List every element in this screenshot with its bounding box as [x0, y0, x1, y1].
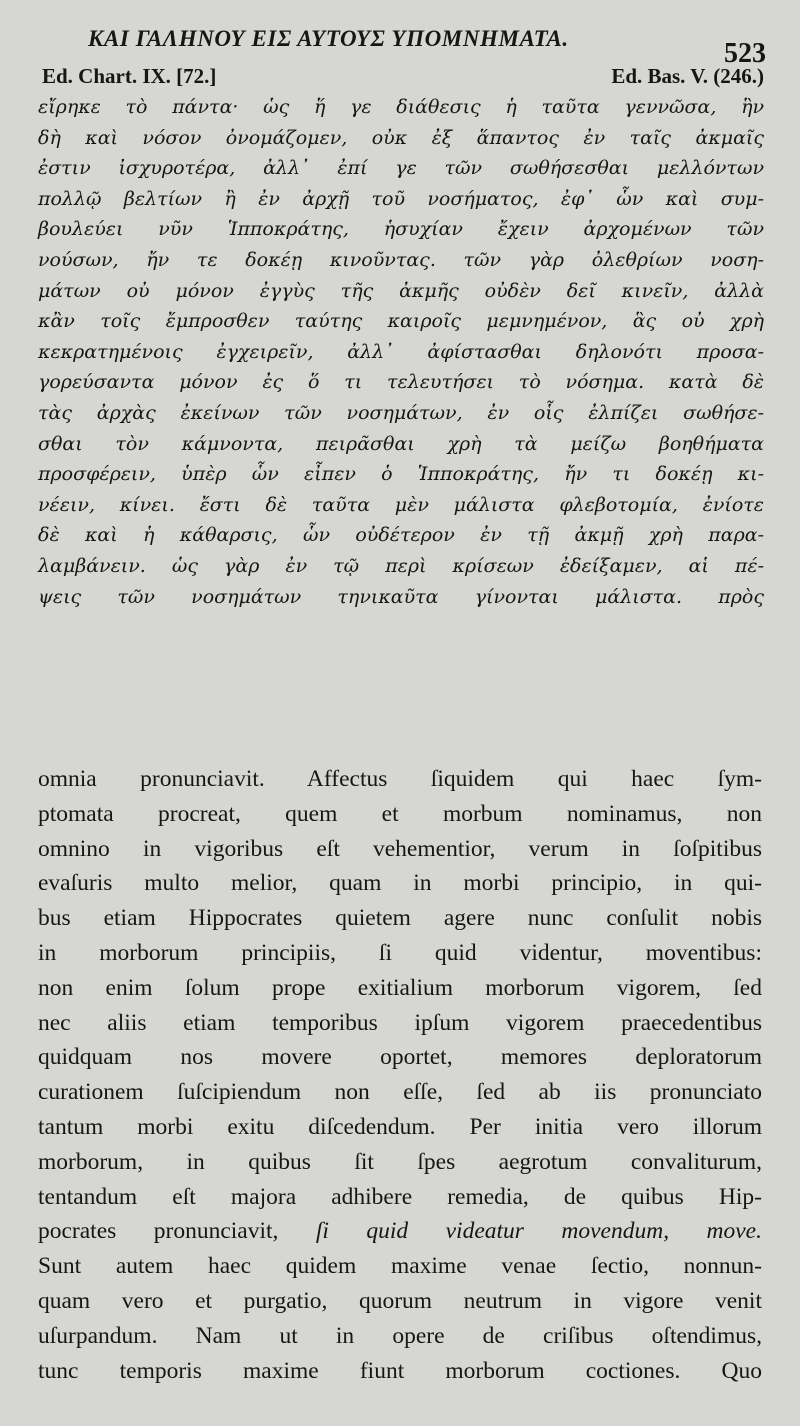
- latin-text-line: [38, 1354, 762, 1389]
- greek-text-line: κἂν τοῖς ἔμπροσθεν ταύτης καιροῖς μεμνημένον, ἃς οὐ χρὴ: [38, 310, 764, 333]
- latin-text-line: [38, 1249, 762, 1284]
- latin-line-text: tentandum eſt majora adhibere remedia, de quibus Hip-: [38, 1183, 762, 1210]
- latin-text-line: [38, 832, 762, 867]
- latin-text-line: [38, 1006, 762, 1041]
- latin-text-line: [38, 1319, 762, 1354]
- latin-line-text: quam vero et purgatio, quorum neutrum in vigore venit: [38, 1287, 762, 1314]
- latin-line-text: pocrates pronunciavit,: [38, 1218, 316, 1245]
- latin-line-text: nec aliis etiam temporibus ipſum vigorem praecedentibus: [38, 1009, 762, 1036]
- greek-text-line: ἐστιν ἰσχυροτέρα, ἀλλ᾽ ἐπί γε τῶν σωθήσεσθαι μελλόντων: [38, 157, 764, 180]
- greek-text-line: σθαι τὸν κάμνοντα, πειρᾶσθαι χρὴ τὰ μείζω βοηθήματα: [38, 432, 764, 455]
- latin-line-text: omnia pronunciavit. Affectus ſiquidem qui haec ſym-: [38, 766, 762, 792]
- greek-text-block: [38, 92, 764, 612]
- latin-line-text: morborum, in quibus ſit ſpes aegrotum convaliturum,: [38, 1148, 762, 1175]
- latin-text-line: [38, 1214, 762, 1249]
- greek-text-line: εἴρηκε τὸ πάντα· ὡς ἥ γε διάθεσις ἡ ταῦτα γεννῶσα, ἣν: [38, 96, 764, 118]
- latin-text-line: [38, 797, 762, 832]
- greek-text-line: δὲ καὶ ἡ κάθαρσις, ὧν οὐδέτερον ἐν τῇ ἀκμῇ χρὴ παρα-: [38, 524, 764, 547]
- greek-text-line: γορεύσαντα μόνον ἐς ὅ τι τελευτήσει τὸ νόσημα. κατὰ δὲ: [38, 371, 764, 394]
- greek-text-line: νούσων, ἤν τε δοκέῃ κινοῦντας. τῶν γὰρ ὀλεθρίων νοση-: [38, 248, 764, 271]
- greek-text-line: τὰς ἀρχὰς ἐκείνων τῶν νοσημάτων, ἐν οἷς ἐλπίζει σωθήσε-: [38, 401, 764, 424]
- latin-line-text: in morborum principiis, ſi quid videntur, moventibus:: [38, 939, 762, 966]
- latin-line-text: bus etiam Hippocrates quietem agere nunc conſulit nobis: [38, 905, 762, 932]
- running-title: ΚΑΙ ΓΑΛΗΝΟΥ ΕΙΣ ΑΥΤΟΥΣ ΥΠΟΜΝΗΜΑΤΑ.: [88, 26, 569, 51]
- latin-line-text: uſurpandum. Nam ut in opere de criſibus oſtendimus,: [38, 1322, 762, 1349]
- latin-text-line: [38, 936, 762, 971]
- greek-text-line: μάτων οὐ μόνον ἐγγὺς τῆς ἀκμῆς οὐδὲν δεῖ κινεῖν, ἀλλὰ: [38, 279, 764, 302]
- greek-text-line: δὴ καὶ νόσον ὀνομάζομεν, οὐκ ἐξ ἅπαντος ἐν ταῖς ἀκμαῖς: [38, 126, 764, 149]
- page-number: 523: [724, 38, 766, 69]
- latin-text-line: [38, 866, 762, 901]
- greek-text-line: ψεις τῶν νοσημάτων τηνικαῦτα γίνονται μάλιστα. πρὸς: [38, 585, 764, 608]
- latin-line-text: non enim ſolum prope exitialium morborum vigorem, ſed: [38, 974, 762, 1001]
- greek-text-line: προσφέρειν, ὑπὲρ ὧν εἶπεν ὁ Ἱπποκράτης, ἤν τι δοκέῃ κι-: [38, 463, 764, 486]
- latin-text-line: [38, 1180, 762, 1215]
- latin-text-line: [38, 1075, 762, 1110]
- latin-line-text: curationem ſuſcipiendum non eſſe, ſed ab iis pronunciato: [38, 1079, 762, 1106]
- greek-text-line: νέειν, κίνει. ἔστι δὲ ταῦτα μὲν μάλιστα φλεβοτομία, ἐνίοτε: [38, 493, 764, 516]
- latin-line-text: quidquam nos movere oportet, memores deploratorum: [38, 1044, 762, 1071]
- latin-text-line: [38, 1145, 762, 1180]
- latin-text-line: [38, 971, 762, 1006]
- greek-text-line: κεκρατημένοις ἐγχειρεῖν, ἀλλ᾽ ἀφίστασθαι δηλονότι προσα-: [38, 340, 764, 363]
- latin-text-line: [38, 1284, 762, 1319]
- latin-line-text: omnino in vigoribus eſt vehementior, verum in ſoſpitibus: [38, 835, 762, 862]
- latin-line-text: ptomata procreat, quem et morbum nominamus, non: [38, 800, 762, 827]
- latin-italic-quote: ſi quid videatur movendum, move.: [315, 1218, 762, 1245]
- latin-text-line: [38, 1040, 762, 1075]
- edition-reference-chartier: Ed. Chart. IX. [72.]: [42, 64, 217, 88]
- latin-text-line: [38, 762, 762, 797]
- latin-line-text: Sunt autem haec quidem maxime venae ſectio, nonnun-: [38, 1253, 762, 1280]
- latin-line-text: evaſuris multo melior, quam in morbi principio, in qui-: [38, 870, 762, 897]
- greek-text-line: πολλῷ βελτίων ἢ ἐν ἀρχῇ τοῦ νοσήματος, ἐφ᾽ ὧν καὶ συμ-: [38, 187, 764, 210]
- latin-line-text: tunc temporis maxime fiunt morborum coctiones. Quo: [38, 1357, 762, 1384]
- greek-text-line: βουλεύει νῦν Ἱπποκράτης, ἡσυχίαν ἔχειν ἀρχομένων τῶν: [38, 218, 764, 241]
- latin-text-line: [38, 1110, 762, 1145]
- edition-reference-basel: Ed. Bas. V. (246.): [611, 64, 764, 88]
- latin-line-text: tantum morbi exitu diſcedendum. Per initia vero illorum: [38, 1113, 762, 1140]
- greek-text-line: λαμβάνειν. ὡς γὰρ ἐν τῷ περὶ κρίσεων ἐδείξαμεν, αἱ πέ-: [38, 554, 764, 577]
- latin-text-block: [38, 762, 762, 1388]
- latin-text-line: [38, 901, 762, 936]
